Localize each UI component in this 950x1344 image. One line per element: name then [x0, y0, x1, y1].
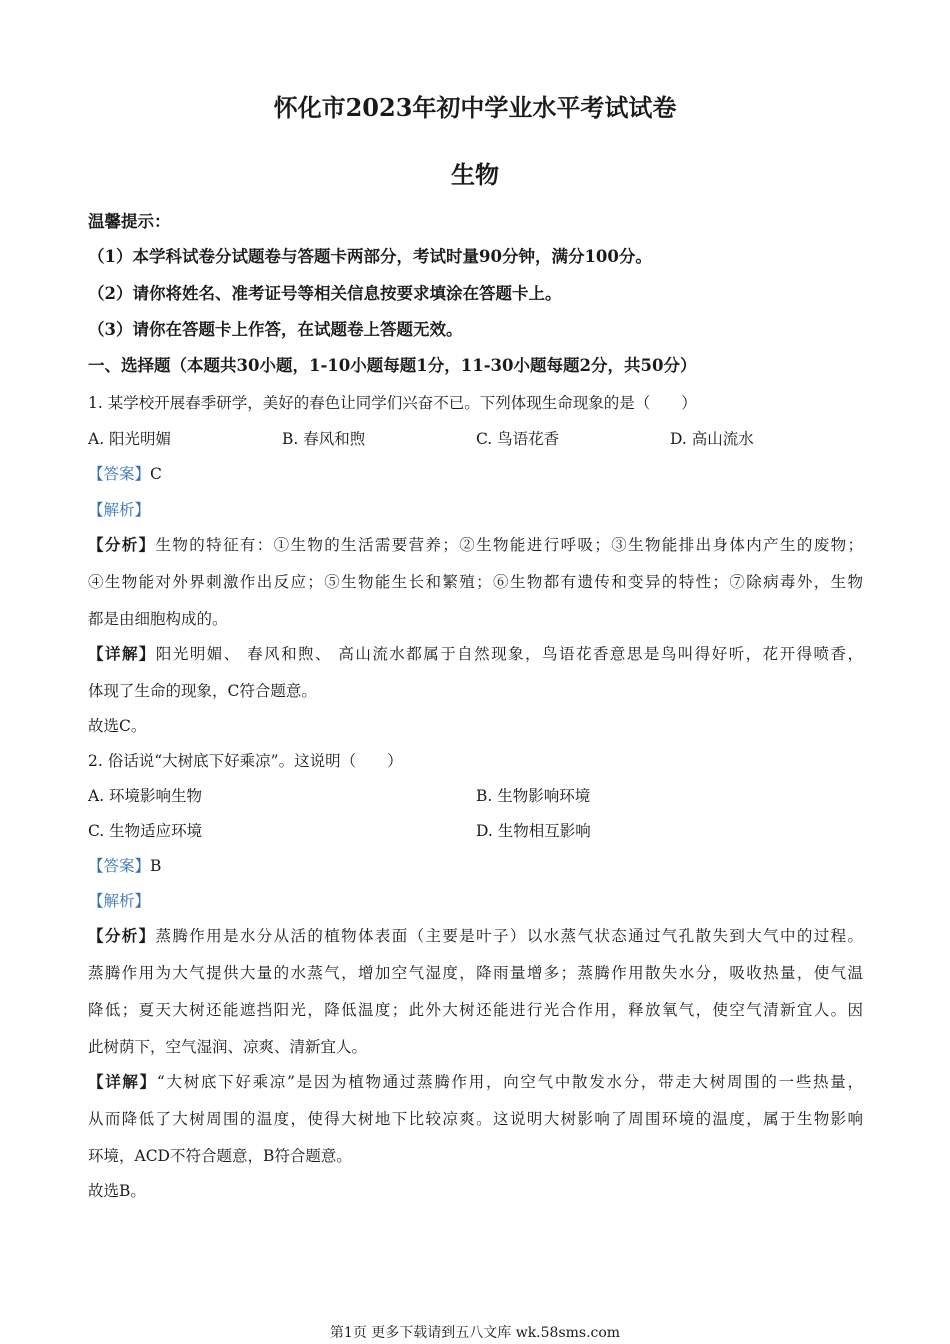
- q1-analysis-tag: 【解析】: [88, 501, 151, 519]
- q2-option-c: C. 生物适应环境: [88, 822, 203, 840]
- q1-fenxi-line-3: 都是由细胞构成的。: [88, 610, 228, 628]
- q1-answer: [88, 463, 863, 485]
- q1-xiangjie-line-1: [88, 643, 863, 665]
- q2-xiangjie-line-2: 从而降低了大树周围的温度，使得大树地下比较凉爽。这说明大树影响了周围环境的温度，属于生物影响: [88, 1110, 863, 1128]
- answer-tag: 【答案】: [88, 857, 151, 875]
- exam-title: 怀化市2023年初中学业水平考试试卷: [273, 93, 677, 122]
- fenxi-text: 蒸腾作用是水分从活的植物体表面（主要是叶子）以水蒸气状态通过气孔散失到大气中的过程。: [155, 927, 863, 945]
- page-footer: 第1页 更多下载请到五八文库 wk.58sms.com: [329, 1325, 621, 1341]
- answer-value: B: [150, 857, 162, 875]
- tip-item-1: （1）本学科试卷分试题卷与答题卡两部分，考试时量90分钟，满分100分。: [88, 247, 652, 266]
- q2-fenxi-line-3: 降低；夏天大树还能遮挡阳光，降低温度；此外大树还能进行光合作用，释放氧气，使空气清新宜人。因: [88, 1001, 863, 1019]
- xiangjie-text: 阳光明媚、 春风和煦、 高山流水都属于自然现象，鸟语花香意思是鸟叫得好听，花开得喷香，: [155, 645, 863, 663]
- q1-option-b: B. 春风和煦: [282, 430, 366, 448]
- q2-option-b: B. 生物影响环境: [476, 787, 591, 805]
- fenxi-text: 生物的特征有：①生物的生活需要营养；②生物能进行呼吸；③生物能排出身体内产生的废物；: [155, 536, 863, 554]
- q2-stem: 2. 俗话说“大树底下好乘凉”。这说明（ ）: [88, 752, 403, 770]
- exam-subject: 生物: [451, 160, 499, 189]
- q1-fenxi-line-1: [88, 534, 863, 556]
- q2-fenxi-line-4: 此树荫下，空气湿润、凉爽、清新宜人。: [88, 1038, 368, 1056]
- q2-option-d: D. 生物相互影响: [476, 822, 591, 840]
- xiangjie-tag: 【详解】: [88, 644, 156, 663]
- answer-value: C: [150, 465, 162, 483]
- q1-xiangjie-line-2: 体现了生命的现象，C符合题意。: [88, 682, 317, 700]
- xiangjie-text: “大树底下好乘凉”是因为植物通过蒸腾作用，向空气中散发水分，带走大树周围的一些热量，: [156, 1073, 863, 1091]
- q1-stem: 1. 某学校开展春季研学，美好的春色让同学们兴奋不已。下列体现生命现象的是（ ）: [88, 394, 697, 412]
- q1-conclusion: 故选C。: [88, 717, 147, 735]
- q2-analysis-tag: 【解析】: [88, 892, 151, 910]
- q2-answer: [88, 855, 863, 877]
- q2-conclusion: 故选B。: [88, 1182, 146, 1200]
- q1-option-a: A. 阳光明媚: [88, 430, 172, 448]
- q1-option-c: C. 鸟语花香: [476, 430, 560, 448]
- q1-option-d: D. 高山流水: [670, 430, 754, 448]
- section-title: 一、选择题（本题共30小题，1-10小题每题1分，11-30小题每题2分，共50分）: [88, 356, 697, 375]
- tip-item-3: （3）请你在答题卡上作答，在试题卷上答题无效。: [88, 320, 463, 339]
- fenxi-tag: 【分析】: [88, 535, 156, 554]
- q2-xiangjie-line-1: [88, 1071, 863, 1093]
- q2-fenxi-line-2: 蒸腾作用为大气提供大量的水蒸气，增加空气湿度，降雨量增多；蒸腾作用散失水分，吸收热量，使气温: [88, 964, 863, 982]
- fenxi-tag: 【分析】: [88, 926, 156, 945]
- xiangjie-tag: 【详解】: [88, 1072, 157, 1091]
- q2-xiangjie-line-3: 环境，ACD不符合题意，B符合题意。: [88, 1147, 352, 1165]
- tips-heading: 温馨提示：: [88, 212, 171, 231]
- q1-fenxi-line-2: ④生物能对外界刺激作出反应；⑤生物能生长和繁殖；⑥生物都有遗传和变异的特性；⑦除病毒外，生物: [88, 573, 863, 591]
- q2-fenxi-line-1: [88, 925, 863, 947]
- answer-tag: 【答案】: [88, 465, 151, 483]
- q2-option-a: A. 环境影响生物: [88, 787, 203, 805]
- tip-item-2: （2）请你将姓名、准考证号等相关信息按要求填涂在答题卡上。: [88, 284, 562, 303]
